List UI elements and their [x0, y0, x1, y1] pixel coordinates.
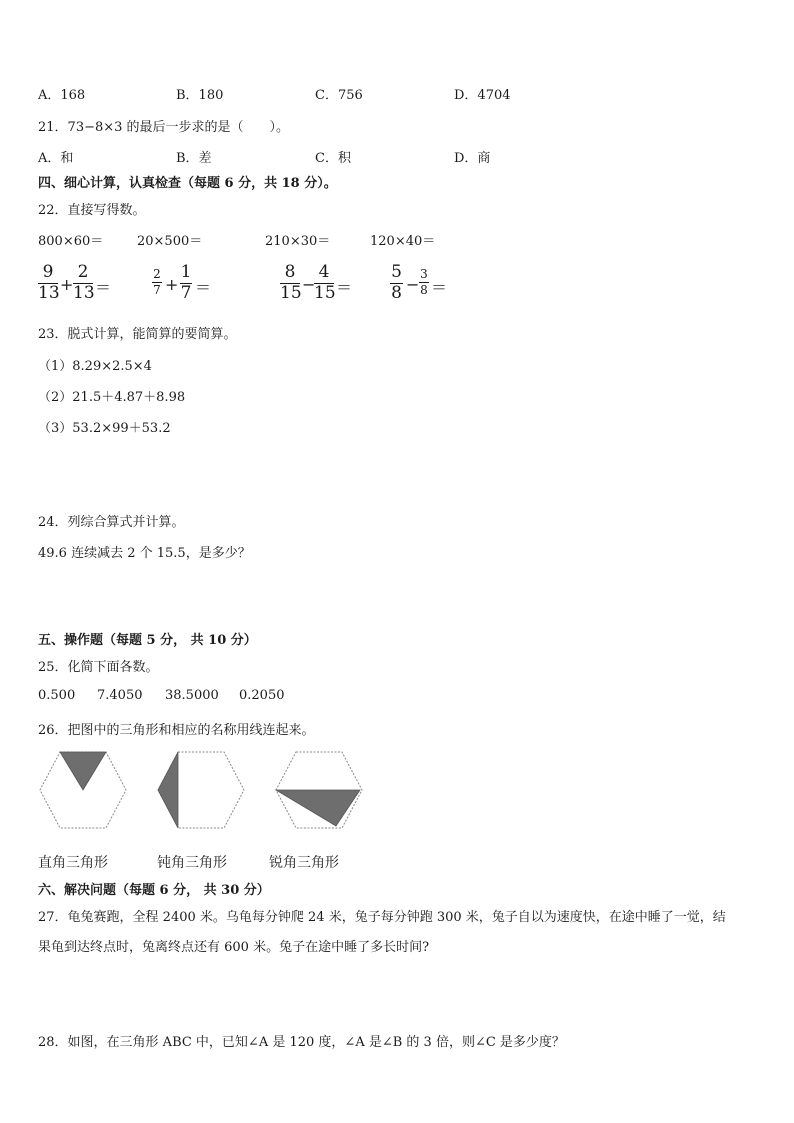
- q23-stem: 23．脱式计算，能简算的要简算。: [38, 327, 237, 342]
- label-obtuse-triangle: 钝角三角形: [157, 855, 227, 871]
- numerator: 9: [42, 262, 54, 282]
- q25-number-1: 0.500: [38, 688, 76, 703]
- q22-stem: 22．直接写得数。: [38, 203, 146, 218]
- obtuse-triangle-shape: [158, 752, 178, 828]
- acute-triangle-shape: [276, 790, 360, 826]
- fraction: [280, 264, 300, 303]
- operator: −: [406, 275, 420, 294]
- numerator: 8: [284, 262, 296, 282]
- operator: +: [165, 275, 179, 294]
- q20-option-b: B．180: [176, 88, 224, 103]
- q25-number-3: 38.5000: [165, 688, 219, 703]
- right-triangle-shape: [60, 752, 106, 790]
- fraction: [152, 268, 162, 296]
- section-4-title: 四、细心计算，认真检查（每题 6 分，共 18 分）。: [38, 176, 337, 191]
- q23-item-1: （1）8.29×2.5×4: [38, 359, 152, 374]
- q22-item-4: 120×40＝: [370, 234, 436, 249]
- denominator: 7: [153, 282, 161, 297]
- equals: ＝: [431, 278, 448, 297]
- fraction: [73, 264, 93, 303]
- q21-option-b: B．差: [176, 151, 212, 166]
- equals: ＝: [336, 278, 353, 297]
- q20-option-d: D．4704: [454, 88, 511, 103]
- q22-item-2: 20×500＝: [137, 234, 203, 249]
- q25-number-2: 7.4050: [97, 688, 143, 703]
- operator: +: [60, 275, 74, 294]
- denominator: 15: [314, 282, 336, 303]
- operator: −: [302, 275, 316, 294]
- hexagon-figure-3: [274, 750, 364, 830]
- q23-item-2: （2）21.5＋4.87＋8.98: [38, 390, 186, 405]
- q22-item-1: 800×60＝: [38, 234, 104, 249]
- numerator: 2: [153, 267, 161, 281]
- section-6-title: 六、解决问题（每题 6 分， 共 30 分）: [38, 883, 270, 898]
- hexagon-figure-1: [38, 750, 128, 830]
- q20-option-a: A．168: [38, 88, 86, 103]
- q23-item-3: （3）53.2×99＋53.2: [38, 421, 171, 436]
- denominator: 7: [180, 282, 192, 303]
- numerator: 5: [391, 262, 402, 282]
- fraction: [390, 264, 403, 303]
- section-5-title: 五、操作题（每题 5 分， 共 10 分）: [38, 633, 257, 648]
- q21-stem: 21．73−8×3 的最后一步求的是（ ）。: [38, 120, 290, 135]
- numerator: 1: [180, 262, 192, 282]
- hexagon-figure-2: [156, 750, 246, 830]
- q25-number-4: 0.2050: [239, 688, 285, 703]
- denominator: 13: [38, 282, 60, 303]
- denominator: 15: [280, 282, 302, 303]
- q27-line-1: 27．龟兔赛跑，全程 2400 米。乌龟每分钟爬 24 米，兔子每分钟跑 300 米，兔子自以为速度快，在途中睡了一觉，结: [38, 910, 726, 925]
- numerator: 3: [420, 267, 428, 281]
- fraction: [419, 268, 429, 296]
- q28-text: 28．如图，在三角形 ABC 中，已知∠A 是 120 度，∠A 是∠B 的 3 倍，则∠C 是多少度？: [38, 1035, 565, 1050]
- q21-option-d: D．商: [454, 151, 491, 166]
- q25-stem: 25．化简下面各数。: [38, 660, 159, 675]
- q27-line-2: 果龟到达终点时，兔离终点还有 600 米。兔子在途中睡了多长时间?: [38, 940, 430, 955]
- q21-option-c: C．积: [315, 151, 351, 166]
- fraction: [314, 264, 334, 303]
- equals: ＝: [195, 278, 212, 297]
- numerator: 2: [77, 262, 89, 282]
- q21-option-a: A．和: [38, 151, 74, 166]
- label-right-triangle: 直角三角形: [38, 855, 108, 871]
- q26-stem: 26．把图中的三角形和相应的名称用线连起来。: [38, 723, 315, 738]
- q20-option-c: C．756: [315, 88, 363, 103]
- q22-item-3: 210×30＝: [265, 234, 331, 249]
- q24-text: 49.6 连续减去 2 个 15.5，是多少？: [38, 546, 251, 561]
- numerator: 4: [318, 262, 330, 282]
- equals: ＝: [95, 278, 112, 297]
- label-acute-triangle: 锐角三角形: [269, 855, 339, 871]
- denominator: 8: [391, 282, 402, 303]
- q24-stem: 24．列综合算式并计算。: [38, 515, 185, 530]
- denominator: 13: [73, 282, 95, 303]
- fraction: [38, 264, 58, 303]
- fraction: [180, 264, 192, 303]
- denominator: 8: [420, 282, 428, 297]
